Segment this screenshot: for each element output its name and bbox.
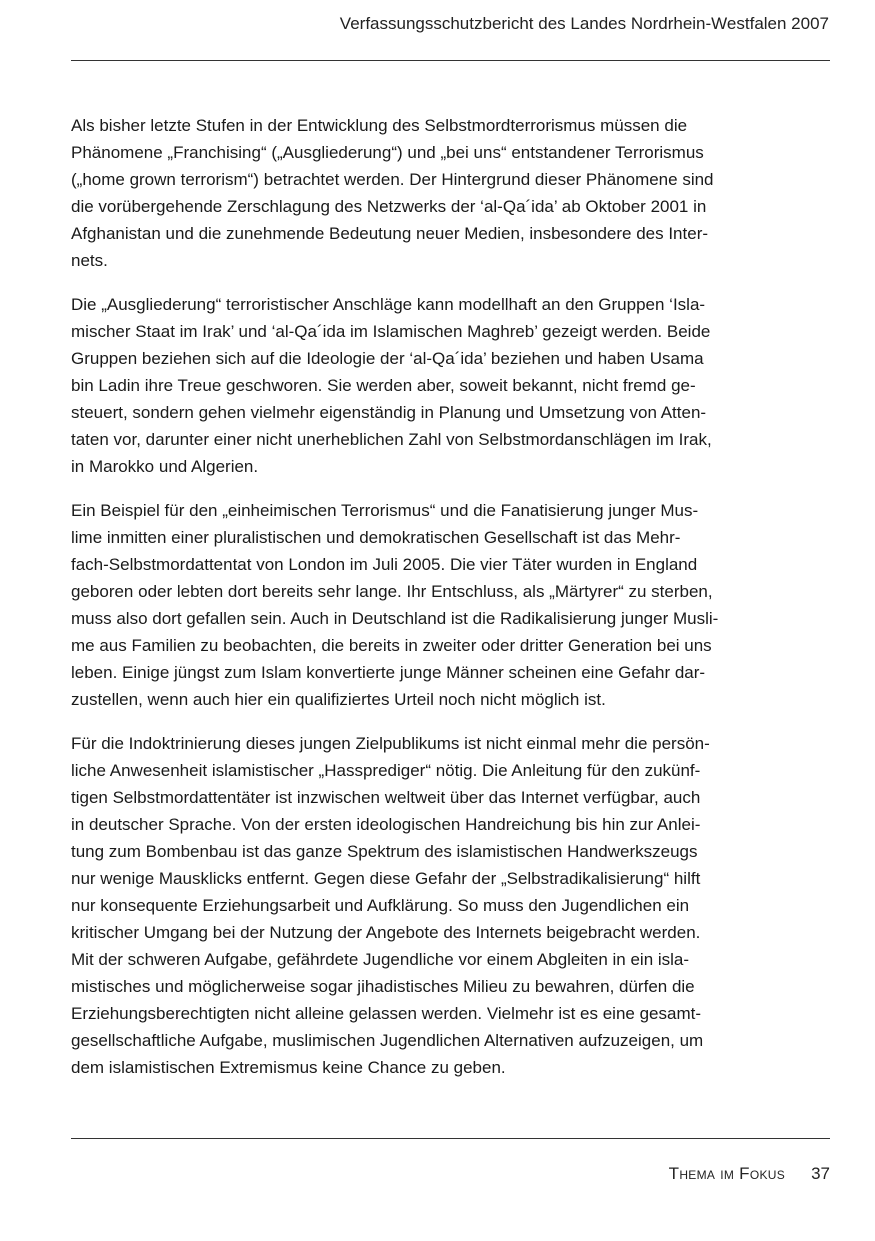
footer-divider (71, 1138, 830, 1139)
paragraph-3: Ein Beispiel für den „einheimischen Terrorismus“ und die Fanatisierung junger Mus- lime inmitten einer pluralistischen und demokratischen Gesellschaft ist das Mehr- fach-Selbstmordattentat von London im Juli 2005. Die vier Täter wurden in England geboren oder lebten dort bereits sehr lange. Ihr Entschluss, als „Märtyrer“ zu sterben, muss also dort gefallen sein. Auch in Deutschland ist die Radikalisierung junger Musli- me aus Familien zu beobachten, die bereits in zweiter oder dritter Generation bei uns leben. Einige jüngst zum Islam konvertierte junge Männer scheinen eine Gefahr dar- zustellen, wenn auch hier ein qualifiziertes Urteil noch nicht möglich ist. (71, 501, 719, 709)
page-number: 37 (811, 1164, 830, 1183)
running-footer (669, 1162, 830, 1186)
header-divider (71, 60, 830, 61)
running-header: Verfassungsschutzbericht des Landes Nordrhein-Westfalen 2007 (339, 14, 829, 33)
body-text (71, 112, 783, 1098)
paragraph-2: Die „Ausgliederung“ terroristischer Anschläge kann modellhaft an den Gruppen ‘Isla- mischer Staat im Irak’ und ‘al-Qa´ida im Islamischen Maghreb’ gezeigt werden. Beide Gruppen beziehen sich auf die Ideologie der ‘al-Qa´ida’ beziehen und haben Usama bin Ladin ihre Treue geschworen. Sie werden aber, soweit bekannt, nicht fremd ge- steuert, sondern gehen vielmehr eigenständig in Planung und Umsetzung von Atten- taten vor, darunter einer nicht unerheblichen Zahl von Selbstmordanschlägen im Irak, in Marokko und Algerien. (71, 295, 712, 476)
paragraph-4: Für die Indoktrinierung dieses jungen Zielpublikums ist nicht einmal mehr die persön- liche Anwesenheit islamistischer „Hassprediger“ nötig. Die Anleitung für den zukünf- tigen Selbstmordattentäter ist inzwischen weltweit über das Internet verfügbar, auch in deutscher Sprache. Von der ersten ideologischen Handreichung bis hin zur Anlei- tung zum Bombenbau ist das ganze Spektrum des islamistischen Handwerkszeugs nur wenige Mausklicks entfernt. Gegen diese Gefahr der „Selbstradikalisierung“ hilft nur konsequente Erziehungsarbeit und Aufklärung. So muss den Jugendlichen ein kritischer Umgang bei der Nutzung der Angebote des Internets beigebracht werden. Mit der schweren Aufgabe, gefährdete Jugendliche vor einem Abgleiten in ein isla- mistisches und möglicherweise sogar jihadistisches Milieu zu bewahren, dürfen die Erziehungsberechtigten nicht alleine gelassen werden. Vielmehr ist es eine gesamt- gesellschaftliche Aufgabe, muslimischen Jugendlichen Alternativen aufzuzeigen, um dem islamistischen Extremismus keine Chance zu geben. (71, 734, 710, 1077)
paragraph-1: Als bisher letzte Stufen in der Entwicklung des Selbstmordterrorismus müssen die Phänomene „Franchising“ („Ausgliederung“) und „bei uns“ entstandener Terrorismus („home grown terrorism“) betrachtet werden. Der Hintergrund dieser Phänomene sind die vorübergehende Zerschlagung des Netzwerks der ‘al-Qa´ida’ ab Oktober 2001 in Afghanistan und die zunehmende Bedeutung neuer Medien, insbesondere des Inter- nets. (71, 116, 714, 270)
footer-section-name: Thema im Fokus (668, 1164, 786, 1183)
